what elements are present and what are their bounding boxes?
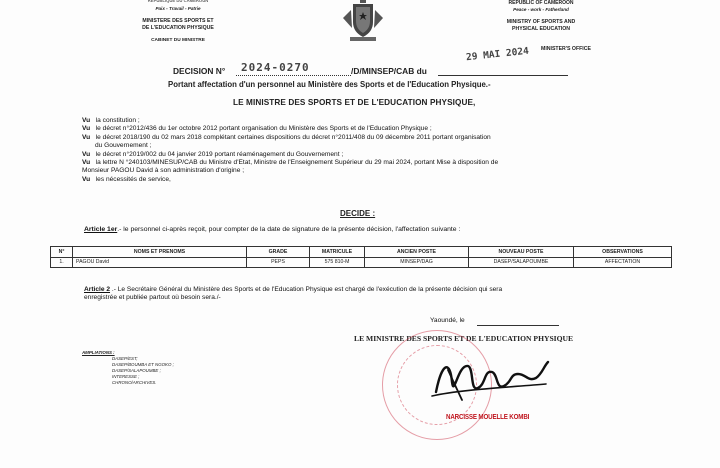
ministry-en-line2: PHYSICAL EDUCATION: [511, 25, 571, 32]
ampliation-item: CHRONO/ARCHIVES.: [112, 380, 157, 385]
ministry-fr-line1: MINISTERE DES SPORTS ET: [142, 18, 214, 24]
article-2-line2: enregistrée et publiée partout où besoin sera./-: [84, 294, 221, 302]
handwritten-decision-number: 2024-0270: [241, 61, 310, 74]
article-1-text: .- le personnel ci-après reçoit, pour compter de la date de signature de la présente décision, l'affectation suivante :: [117, 226, 461, 233]
decision-date-underline: [438, 75, 568, 76]
coat-of-arms-icon: [333, 0, 393, 44]
consideration-item: Monsieur PAGOU David à son administration d'origine ;: [82, 167, 245, 175]
vu-prefix: Vu: [82, 133, 91, 141]
consideration-item: Vu la constitution ;: [82, 117, 140, 124]
ministry-fr-line2: DE L'EDUCATION PHYSIQUE: [142, 24, 214, 31]
motto-en: Peace - work - Fatherland: [513, 6, 569, 12]
assignment-table: [50, 246, 672, 268]
ministers-office-label: MINISTER'S OFFICE: [541, 46, 591, 52]
table-cell: 1.: [51, 257, 73, 268]
vu-prefix: Vu: [82, 150, 91, 158]
ampliation-item: INTERESSE ;: [112, 374, 140, 379]
ampliations-title: AMPLIATIONS :: [82, 350, 115, 355]
place-date: Yaoundé, le: [430, 317, 465, 324]
decision-prefix: DECISION N°: [173, 66, 226, 76]
country-en: REPUBLIC OF CAMEROON: [508, 0, 574, 6]
column-header: NOMS ET PRENOMS: [73, 247, 247, 258]
decide-heading: DECIDE :: [340, 209, 376, 218]
signature-icon: [428, 352, 558, 408]
consideration-item: Vu le décret 2018/190 du 02 mars 2018 complétant certaines dispositions du décret n°2011/408 du 09 décembre 2011 portant organisation: [82, 133, 491, 141]
column-header: OBSERVATIONS: [574, 247, 672, 258]
column-header: GRADE: [247, 247, 310, 258]
ministry-en-line1: MINISTRY OF SPORTS AND: [506, 19, 576, 25]
consideration-item: du Gouvernement ;: [95, 142, 152, 150]
column-header: NOUVEAU POSTE: [469, 247, 574, 258]
consideration-item: Vu la lettre N °240103/MINESUP/CAB du Ministre d'Etat, Ministre de l'Enseignement Supérieur du 29 mai 2024, portant Mise à disposition de: [82, 159, 499, 167]
authority-heading: LE MINISTRE DES SPORTS ET DE L'EDUCATION PHYSIQUE,: [233, 98, 476, 107]
column-header: N°: [51, 247, 73, 258]
header-left: [118, 0, 238, 45]
decision-subject: Portant affectation d'un personnel au Ministère des Sports et de l'Education Physique.-: [168, 80, 491, 89]
column-header: ANCIEN POSTE: [365, 247, 469, 258]
ampliation-item: DASEP/BOUMBA ET NGOKO ;: [112, 362, 174, 367]
vu-prefix: Vu: [82, 175, 91, 183]
decision-number-underline: [236, 75, 351, 76]
article-2-line1: .- Le Secrétaire Général du Ministère des Sports et de l'Education Physique est chargé de l'exécution de la présente décision qui sera: [110, 286, 503, 293]
table-cell: DASEP/SALAPOUMBE: [469, 257, 574, 268]
consideration-item: Vu les nécessités de service,: [82, 175, 171, 183]
article-2-label: Article 2: [84, 286, 111, 293]
article-2: [84, 286, 502, 303]
signatory-title: LE MINISTRE DES SPORTS ET DE L'EDUCATION PHYSIQUE: [354, 334, 574, 343]
ampliation-item: DASEP/SALAPOUMBE ;: [112, 368, 161, 373]
vu-prefix: Vu: [82, 159, 91, 167]
handwritten-date: 29 MAI 2024: [465, 45, 530, 64]
consideration-item: Vu le décret n°2012/436 du 1er octobre 2012 portant organisation du Ministère des Sports et de l'Education Physique ;: [82, 125, 432, 133]
cabinet-label: CABINET DU MINISTRE: [151, 38, 205, 43]
ampliation-item: DASEP/EST;: [112, 356, 138, 361]
country-fr: REPUBLIQUE DU CAMEROUN: [147, 0, 209, 3]
considerations-list: [82, 117, 498, 184]
table-cell: PEPS: [247, 257, 310, 268]
column-header: MATRICULE: [310, 247, 365, 258]
vu-prefix: Vu: [82, 125, 91, 133]
table-row: [51, 257, 672, 268]
table-cell: AFFECTATION: [574, 257, 672, 268]
decision-suffix: /D/MINSEP/CAB du: [351, 66, 427, 76]
consideration-item: Vu le décret n°2019/002 du 04 janvier 2019 portant réaménagement du Gouvernement ;: [82, 150, 344, 158]
table-cell: PAGOU David: [73, 257, 247, 268]
article-1: [84, 226, 460, 234]
vu-prefix: Vu: [82, 117, 91, 124]
header-right: [482, 0, 600, 32]
signatory-name: NARCISSE MOUELLE KOMBI: [446, 412, 530, 421]
table-cell: 575 810-M: [310, 257, 365, 268]
place-date-underline: [477, 325, 559, 326]
table-header-row: [51, 247, 672, 258]
motto-fr: Paix - Travail - Patrie: [155, 5, 201, 11]
article-1-label: Article 1er: [84, 226, 118, 233]
ampliations: [82, 350, 174, 386]
table-cell: MINSEP/DAG: [365, 257, 469, 268]
